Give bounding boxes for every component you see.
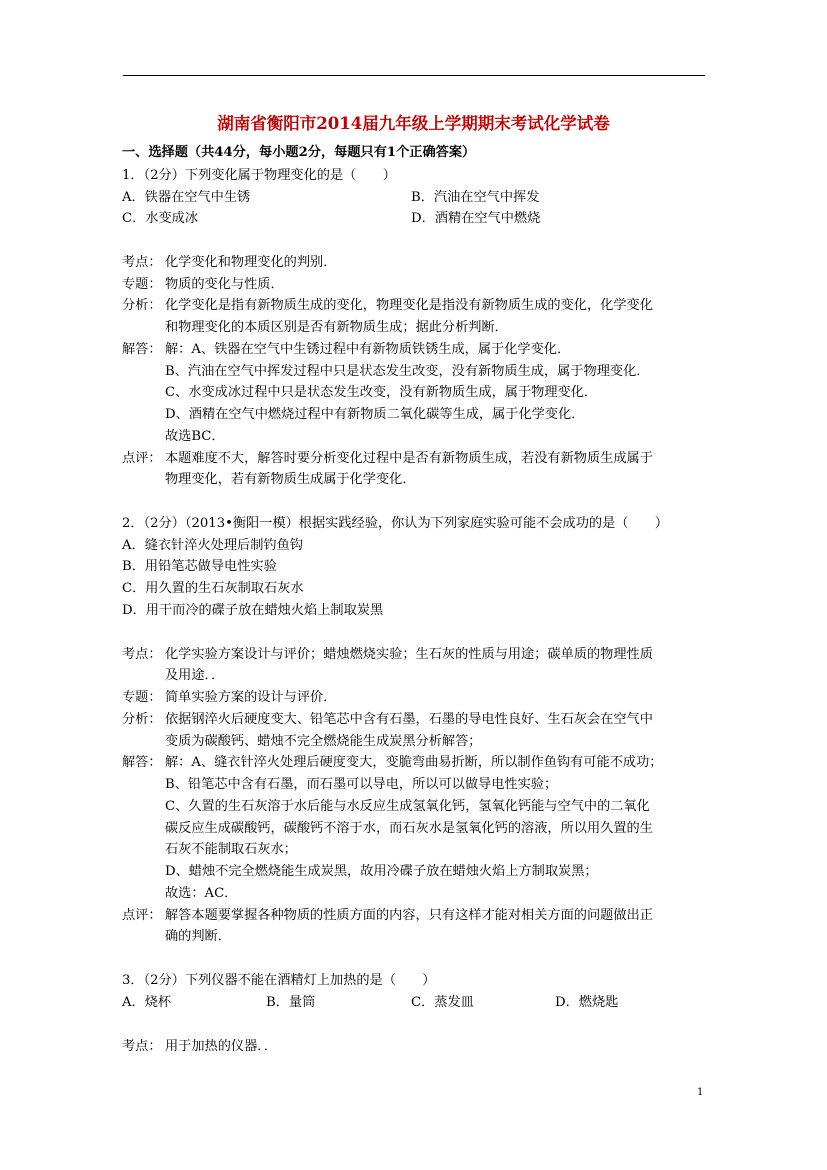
q2-fenxi-line: 依据钢淬火后硬度变大、铅笔芯中含有石墨，石墨的导电性良好、生石灰会在空气中 — [165, 712, 653, 727]
q1-fenxi-label: 分析： — [122, 298, 162, 313]
q3-kaodian: 用于加热的仪器．． — [165, 1039, 278, 1054]
q3-option-d: D．燃烧匙 — [555, 995, 619, 1010]
page-number: 1 — [697, 1087, 704, 1098]
q1-option-c: C．水变成冰 — [122, 211, 199, 226]
q3-stem: 3．（2分）下列仪器不能在酒精灯上加热的是（ ） — [122, 973, 436, 988]
q2-jieda-line: B、铅笔芯中含有石墨，而石墨可以导电，所以可以做导电性实验； — [165, 777, 558, 792]
q1-jieda-line: 解：A、铁器在空气中生锈过程中有新物质铁锈生成，属于化学变化． — [165, 342, 571, 357]
q1-stem: 1．（2分）下列变化属于物理变化的是（ ） — [122, 168, 396, 183]
q2-jieda-line: 解：A、缝衣针淬火处理后硬度变大，变脆弯曲易折断，所以制作鱼钩有可能不成功； — [165, 755, 663, 770]
header-rule — [123, 75, 705, 76]
q1-jieda-line: D、酒精在空气中燃烧过程中有新物质二氧化碳等生成，属于化学变化． — [165, 407, 585, 422]
q1-jieda-line: B、汽油在空气中挥发过程中只是状态发生改变，没有新物质生成，属于物理变化． — [165, 364, 650, 379]
q1-kaodian-label: 考点： — [122, 255, 162, 270]
q3-option-c: C．蒸发皿 — [411, 995, 474, 1010]
q1-dianping-line: 本题难度不大，解答时要分析变化过程中是否有新物质生成，若没有新物质生成属于 — [165, 451, 653, 466]
q2-option-b: B．用铅笔芯做导电性实验 — [122, 559, 277, 574]
q2-kaodian-label: 考点： — [122, 647, 162, 662]
section-heading: 一、选择题（共44分，每小题2分，每题只有1个正确答案） — [122, 145, 476, 160]
q2-fenxi-line: 变质为碳酸钙、蜡烛不完全燃烧能生成炭黑分析解答； — [165, 734, 482, 749]
q2-jieda-line: 石灰不能制取石灰水； — [165, 842, 297, 857]
q2-zhuanti-label: 专题： — [122, 690, 162, 705]
q2-kaodian-line: 及用途．． — [165, 668, 225, 683]
q1-jieda-line: 故选BC． — [165, 429, 225, 444]
q3-option-b: B．量筒 — [266, 995, 316, 1010]
q2-jieda-line: 碳反应生成碳酸钙，碳酸钙不溶于水，而石灰水是氢氧化钙的溶液，所以用久置的生 — [165, 821, 653, 836]
q1-fenxi-line: 和物理变化的本质区别是否有新物质生成；据此分析判断． — [165, 320, 508, 335]
q2-dianping-line: 确的判断． — [165, 929, 231, 944]
q2-fenxi-label: 分析： — [122, 712, 162, 727]
q2-dianping-label: 点评： — [122, 908, 162, 923]
q3-kaodian-label: 考点： — [122, 1039, 162, 1054]
q2-option-a: A．缝衣针淬火处理后制钓鱼钩 — [122, 538, 303, 553]
q1-zhuanti-label: 专题： — [122, 277, 162, 292]
q1-option-a: A．铁器在空气中生锈 — [122, 190, 251, 205]
q2-jieda-line: D、蜡烛不完全燃烧能生成炭黑，故用冷碟子放在蜡烛火焰上方制取炭黑； — [165, 864, 598, 879]
q2-option-c: C．用久置的生石灰制取石灰水 — [122, 581, 304, 596]
q1-dianping-line: 物理变化，若有新物质生成属于化学变化． — [165, 472, 416, 487]
q1-jieda-label: 解答： — [122, 342, 162, 357]
q1-option-d: D．酒精在空气中燃烧 — [411, 211, 541, 226]
q2-dianping-line: 解答本题要掌握各种物质的性质方面的内容，只有这样才能对相关方面的问题做出正 — [165, 908, 653, 923]
q1-option-b: B．汽油在空气中挥发 — [411, 190, 540, 205]
q2-stem: 2．（2分）（2013•衡阳一模）根据实践经验，你认为下列家庭实验可能不会成功的是（ ） — [122, 516, 669, 531]
q1-kaodian: 化学变化和物理变化的判别． — [165, 255, 337, 270]
q2-jieda-line: 故选：AC． — [165, 886, 238, 901]
q1-jieda-line: C、水变成冰过程中只是状态发生改变，没有新物质生成，属于物理变化． — [165, 385, 598, 400]
q2-jieda-label: 解答： — [122, 755, 162, 770]
q3-option-a: A．烧杯 — [122, 995, 172, 1010]
q2-kaodian-line: 化学实验方案设计与评价；蜡烛燃烧实验；生石灰的性质与用途；碳单质的物理性质 — [165, 647, 653, 662]
q1-fenxi-line: 化学变化是指有新物质生成的变化，物理变化是指没有新物质生成的变化，化学变化 — [165, 298, 653, 313]
q1-dianping-label: 点评： — [122, 451, 162, 466]
q2-jieda-line: C、久置的生石灰溶于水后能与水反应生成氢氧化钙，氢氧化钙能与空气中的二氧化 — [165, 799, 650, 814]
q2-zhuanti: 简单实验方案的设计与评价． — [165, 690, 337, 705]
page-title: 湖南省衡阳市2014届九年级上学期期末考试化学试卷 — [217, 114, 610, 133]
q2-option-d: D．用干而冷的碟子放在蜡烛火焰上制取炭黑 — [122, 603, 384, 618]
q1-zhuanti: 物质的变化与性质． — [165, 277, 284, 292]
